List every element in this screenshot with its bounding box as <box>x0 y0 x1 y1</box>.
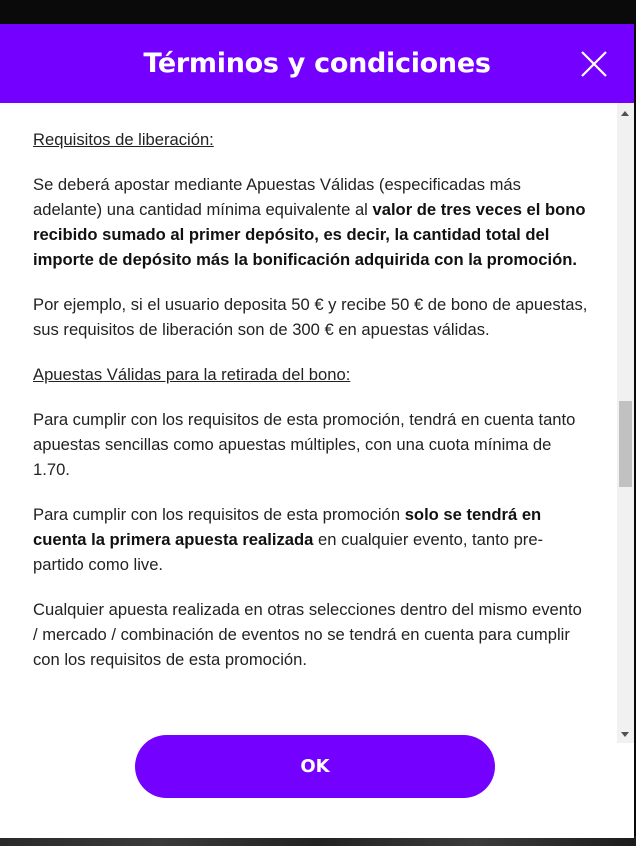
paragraph-bold-text: solo se tendrá en cuenta la primera apuesta realizada <box>33 505 542 549</box>
terms-content-scroll-area[interactable] <box>0 103 634 743</box>
paragraph-bet-types: Para cumplir con los requisitos de esta promoción, tendrá en cuenta tanto apuestas sencillas como apuestas múltiples, con una cuota mínima de 1.70. <box>33 410 576 479</box>
paragraph-example: Por ejemplo, si el usuario deposita 50 € y recibe 50 € de bono de apuestas, sus requisitos de liberación son de 300 € en apuestas válidas. <box>33 295 588 339</box>
section-heading-release-requirements: Requisitos de liberación: <box>33 130 214 149</box>
modal-title: Términos y condiciones <box>143 48 491 79</box>
paragraph-text: Para cumplir con los requisitos de esta promoción <box>33 505 405 524</box>
terms-modal <box>0 24 634 838</box>
paragraph-bold-text: valor de tres veces el bono recibido sumado al primer depósito, es decir, la cantidad total del importe de depósito más la bonificación adquirida con la promoción. <box>33 200 586 269</box>
paragraph-text: en cualquier evento, tanto pre-partido como live. <box>33 530 544 574</box>
scrollbar-thumb[interactable] <box>619 401 632 487</box>
vertical-scrollbar[interactable] <box>617 103 634 743</box>
scroll-down-arrow-icon[interactable] <box>621 732 629 737</box>
close-icon[interactable] <box>580 50 608 78</box>
section-heading-valid-bets: Apuestas Válidas para la retirada del bono: <box>33 365 351 384</box>
terms-content <box>0 103 634 672</box>
paragraph-wagering-requirement <box>33 172 590 272</box>
ok-button[interactable]: OK <box>135 735 495 798</box>
paragraph-other-selections: Cualquier apuesta realizada en otras selecciones dentro del mismo evento / mercado / combinación de eventos no se tendrá en cuenta para cumplir con los requisitos de esta promoción. <box>33 600 582 669</box>
modal-header <box>0 24 634 103</box>
paragraph-first-bet <box>33 502 590 577</box>
scroll-up-arrow-icon[interactable] <box>621 111 629 116</box>
paragraph-text: Se deberá apostar mediante Apuestas Válidas (especificadas más adelante) una cantidad mínima equivalente al <box>33 175 521 219</box>
